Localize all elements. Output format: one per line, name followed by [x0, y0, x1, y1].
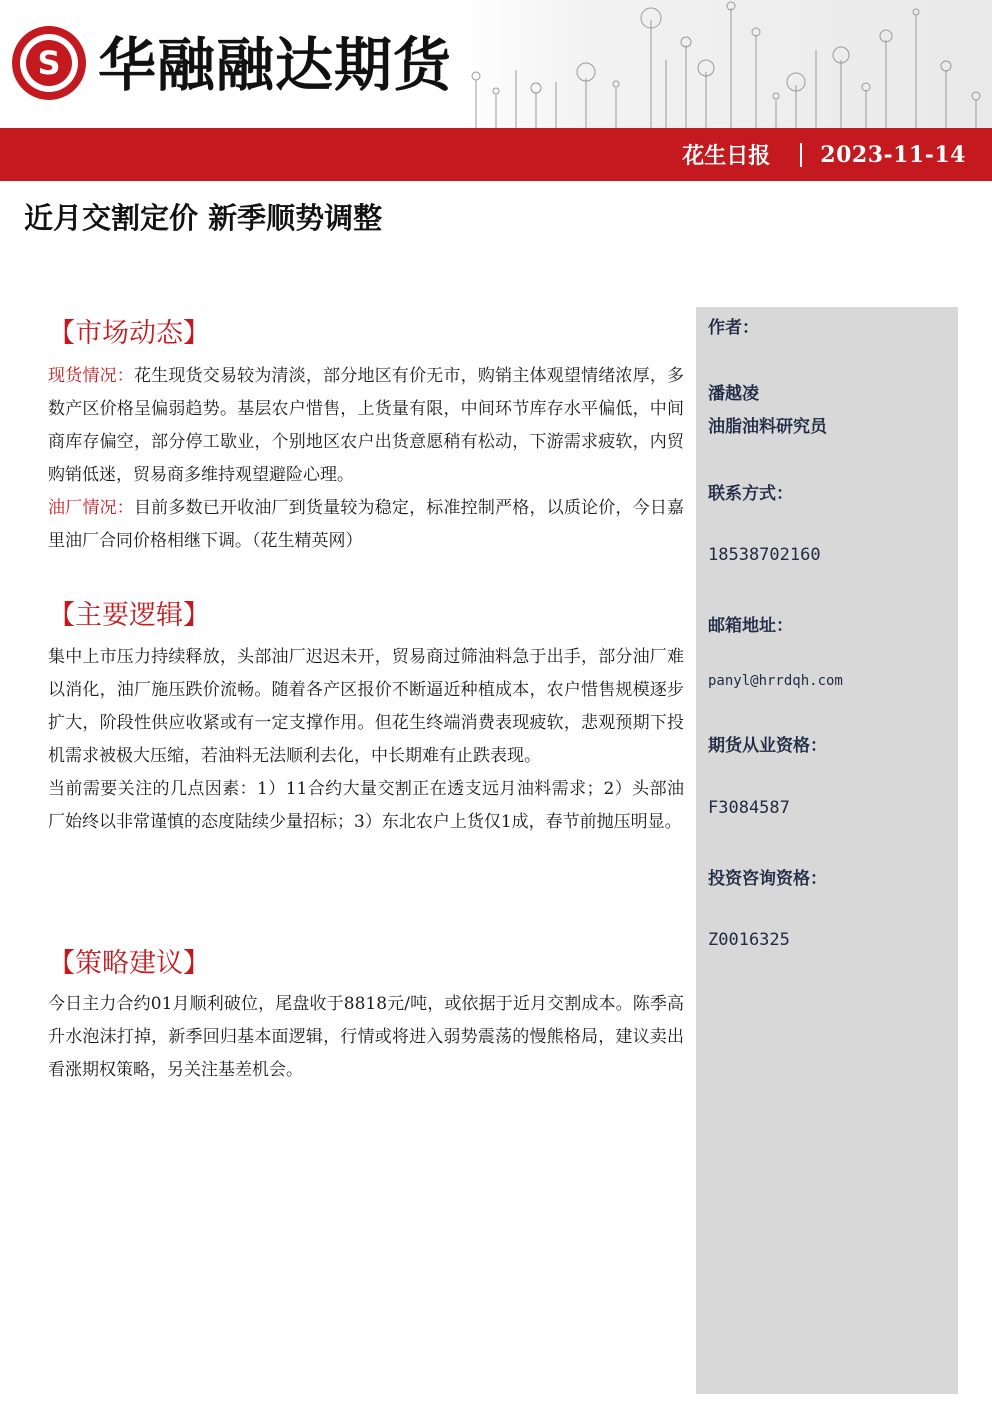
section-body-market	[48, 360, 684, 558]
report-meta	[682, 128, 966, 181]
futures-qualification-label: 期货从业资格：	[708, 736, 827, 756]
paragraph-text: 花生现货交易较为清淡，部分地区有价无市，购销主体观望情绪浓厚，多数产区价格呈偏弱趋势。基层农户惜售，上货量有限，中间环节库存水平偏低，中间商库存偏空，部分停工歇业，个别地区农户出货意愿稍有松动，下游需求疲软，内贸购销低迷，贸易商多维持观望避险心理。	[48, 366, 685, 485]
futures-qualification-number: F3084587	[708, 798, 790, 818]
paragraph-label: 油厂情况：	[48, 498, 134, 518]
author-name: 潘越凌	[708, 384, 759, 404]
report-type: 花生日报	[682, 143, 771, 169]
author-label: 作者：	[708, 318, 759, 338]
company-logo-icon	[12, 26, 86, 100]
email-address[interactable]: panyl@hrrdqh.com	[708, 673, 843, 689]
section-title-strategy: 【策略建议】	[48, 948, 210, 979]
section-body-logic	[48, 641, 684, 839]
paragraph: 当前需要关注的几点因素：1）11合约大量交割正在透支远月油料需求；2）头部油厂始终以非常谨慎的态度陆续少量招标；3）东北农户上货仅1成，春节前抛压明显。	[48, 779, 684, 832]
paragraph-label: 现货情况：	[48, 366, 134, 386]
report-date: 2023-11-14	[820, 141, 966, 168]
section-title-logic: 【主要逻辑】	[48, 600, 210, 631]
paragraph	[48, 492, 684, 558]
paragraph: 今日主力合约01月顺利破位，尾盘收于8818元/吨，或依据于近月交割成本。陈季高升水泡沫打掉，新季回归基本面逻辑，行情或将进入弱势震荡的慢熊格局，建议卖出看涨期权策略，另关注基差机会。	[48, 994, 684, 1080]
paragraph-text: 目前多数已开收油厂到货量较为稳定，标准控制严格，以质论价，今日嘉里油厂合同价格相继下调。（花生精英网）	[48, 498, 685, 551]
author-sidebar	[696, 307, 958, 1394]
investment-qualification-label: 投资咨询资格：	[708, 869, 827, 889]
header-decoration	[456, 0, 992, 128]
paragraph	[48, 360, 684, 492]
email-label: 邮箱地址：	[708, 616, 793, 636]
logo-glyph: S	[37, 44, 61, 82]
author-title: 油脂油料研究员	[708, 417, 827, 437]
divider	[800, 143, 802, 167]
paragraph: 集中上市压力持续释放，头部油厂迟迟未开，贸易商过筛油料急于出手，部分油厂难以消化，油厂施压跌价流畅。随着各产区报价不断逼近种植成本，农户惜售规模逐步扩大，阶段性供应收紧或有一定支撑作用。但花生终端消费表现疲软，悲观预期下投机需求被极大压缩，若油料无法顺利去化，中长期难有止跌表现。	[48, 647, 684, 766]
report-headline: 近月交割定价 新季顺势调整	[24, 201, 383, 235]
section-title-market: 【市场动态】	[48, 318, 210, 349]
investment-qualification-number: Z0016325	[708, 930, 790, 950]
phone-number: 18538702160	[708, 545, 821, 565]
decorative-pins-graphic	[456, 0, 992, 128]
contact-label: 联系方式：	[708, 484, 793, 504]
section-body-strategy	[48, 988, 684, 1087]
company-name: 华融融达期货	[98, 31, 453, 99]
